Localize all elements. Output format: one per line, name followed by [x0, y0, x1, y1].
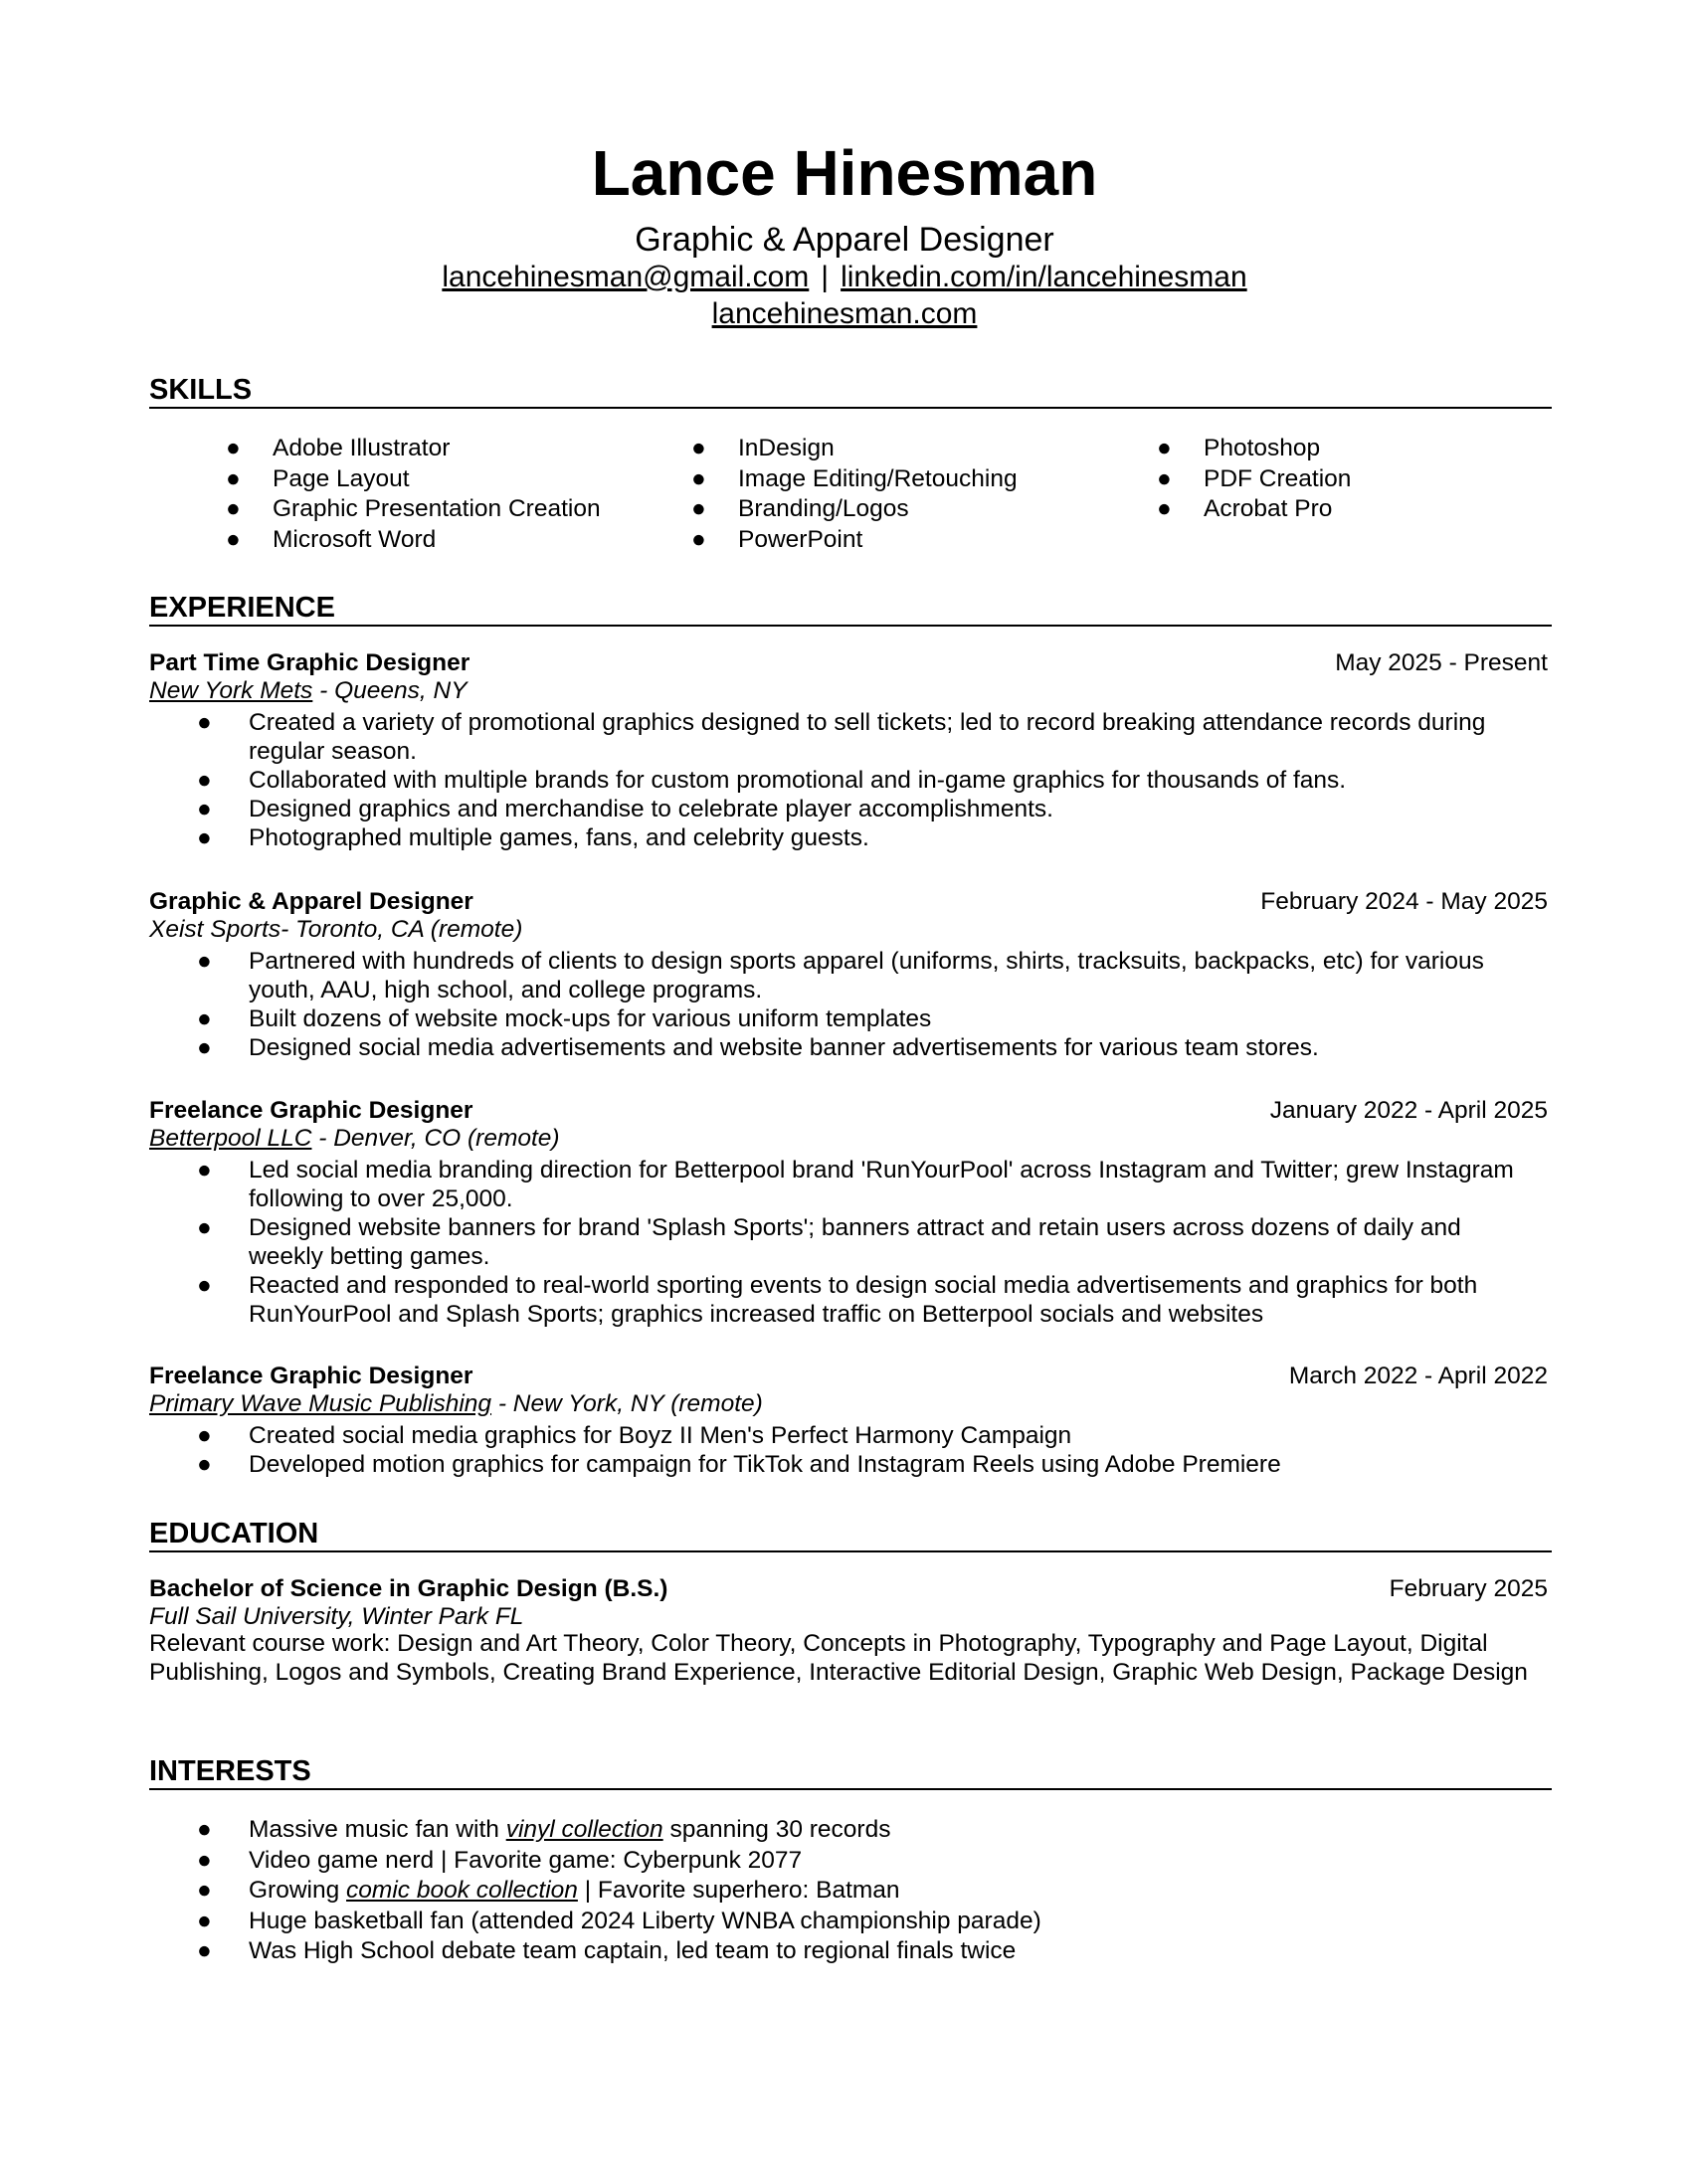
interests-list [197, 1815, 1532, 1967]
bullet-icon: ● [197, 1907, 212, 1934]
bullet-icon: ● [197, 1846, 212, 1874]
degree-date: February 2025 [1389, 1575, 1548, 1602]
bullet-icon: ● [1157, 435, 1172, 461]
coursework-text: Relevant course work: Design and Art Theory, Color Theory, Concepts in Photography, Typography and Page Layout, Digital Publishing, Logos and Symbols, Creating Brand Experience, Interactive Editorial Design, Graphic Web Design, Package Design [149, 1630, 1528, 1686]
job-dates: February 2024 - May 2025 [1260, 888, 1548, 915]
school-name: Full Sail University, Winter Park FL [149, 1603, 524, 1630]
bullet-icon: ● [226, 464, 241, 492]
bullet-icon: ● [691, 495, 706, 522]
list-item: ● Built dozens of website mock-ups for various uniform templates [197, 1005, 932, 1032]
job-employer: Betterpool LLC - Denver, CO (remote) [149, 1125, 560, 1152]
skill-item: ● Adobe Illustrator [273, 434, 601, 464]
bullet-icon: ● [691, 525, 706, 553]
job-employer: Xeist Sports- Toronto, CA (remote) [149, 916, 523, 943]
bullet-icon: ● [691, 464, 706, 492]
list-item: ● Photographed multiple games, fans, and celebrity guests. [197, 824, 869, 851]
bullet-icon: ● [197, 796, 212, 822]
list-item: ● Huge basketball fan (attended 2024 Liberty WNBA championship parade) [249, 1907, 1532, 1937]
skill-item: ● PDF Creation [1204, 464, 1351, 495]
bullet-icon: ● [197, 1816, 212, 1843]
list-item: ● Reacted and responded to real-world sporting events to design social media advertisements and graphics for both RunYourPool and Splash Sports; graphics increased traffic on Betterpool socials and websites [197, 1272, 1478, 1328]
skill-item: ● Acrobat Pro [1204, 494, 1351, 525]
skills-heading: SKILLS [149, 376, 1552, 409]
bullet-icon: ● [197, 1272, 212, 1299]
list-item: ● Led social media branding direction for Betterpool brand 'RunYourPool' across Instagram and Twitter; grew Instagram following to over 25,000. [197, 1157, 1514, 1212]
bullet-icon: ● [1157, 464, 1172, 492]
bullet-icon: ● [197, 1034, 212, 1061]
job-title: Part Time Graphic Designer [149, 649, 470, 676]
contact-separator: | [821, 261, 830, 293]
employer-link[interactable]: New York Mets [149, 677, 313, 704]
bullet-icon: ● [197, 824, 212, 851]
list-item: ● Collaborated with multiple brands for custom promotional and in-game graphics for thousands of fans. [197, 767, 1347, 794]
list-item: ● Created social media graphics for Boyz II Men's Perfect Harmony Campaign [197, 1422, 1072, 1449]
bullet-icon: ● [197, 709, 212, 736]
skills-column-2 [691, 434, 1018, 555]
bullet-icon: ● [226, 435, 241, 461]
list-item: ● Created a variety of promotional graphics designed to sell tickets; led to record breaking attendance records during regular season. [197, 709, 1486, 765]
list-item: ● Designed website banners for brand 'Splash Sports'; banners attract and retain users across dozens of daily and weekly betting games. [197, 1214, 1461, 1270]
comic-book-collection-link[interactable]: comic book collection [346, 1877, 578, 1904]
job-bullets [197, 947, 1532, 1062]
education-heading: EDUCATION [149, 1520, 1552, 1552]
skill-item: ● Microsoft Word [273, 525, 601, 556]
list-item: ● Developed motion graphics for campaign for TikTok and Instagram Reels using Adobe Premiere [197, 1451, 1281, 1478]
linkedin-link[interactable]: linkedin.com/in/lancehinesman [841, 261, 1247, 293]
website-line [0, 299, 1689, 329]
job-title: Freelance Graphic Designer [149, 1363, 473, 1389]
bullet-icon: ● [197, 1005, 212, 1032]
vinyl-collection-link[interactable]: vinyl collection [505, 1816, 663, 1843]
interests-heading: INTERESTS [149, 1757, 1552, 1790]
list-item: ● Growing comic book collection | Favorite superhero: Batman [249, 1876, 1532, 1907]
degree-title: Bachelor of Science in Graphic Design (B.S.) [149, 1575, 668, 1602]
job-employer: New York Mets - Queens, NY [149, 677, 468, 704]
list-item: ● Designed social media advertisements and website banner advertisements for various team stores. [197, 1034, 1319, 1061]
bullet-icon: ● [197, 948, 212, 975]
bullet-icon: ● [197, 1877, 212, 1904]
resume-name: Lance Hinesman [591, 137, 1098, 209]
contact-line [0, 263, 1689, 292]
skills-column-3 [1157, 434, 1352, 525]
job-dates: May 2025 - Present [1335, 649, 1548, 676]
job-title: Freelance Graphic Designer [149, 1097, 473, 1124]
list-item: ● Partnered with hundreds of clients to design sports apparel (uniforms, shirts, tracksuits, backpacks, etc) for various youth, AAU, high school, and college programs. [197, 948, 1484, 1003]
list-item: ● Massive music fan with vinyl collection spanning 30 records [249, 1815, 1532, 1846]
job-bullets [197, 1421, 1532, 1479]
list-item: ● Video game nerd | Favorite game: Cyberpunk 2077 [249, 1846, 1532, 1877]
skill-item: ● Branding/Logos [738, 494, 1018, 525]
list-item: ● Was High School debate team captain, led team to regional finals twice [249, 1936, 1532, 1967]
bullet-icon: ● [197, 1451, 212, 1478]
skill-item: ● Photoshop [1204, 434, 1351, 464]
bullet-icon: ● [1157, 495, 1172, 522]
bullet-icon: ● [197, 1937, 212, 1964]
skill-item: ● Image Editing/Retouching [738, 464, 1018, 495]
skill-item: ● Graphic Presentation Creation [273, 494, 601, 525]
bullet-icon: ● [197, 1422, 212, 1449]
employer-link[interactable]: Primary Wave Music Publishing [149, 1390, 492, 1417]
job-dates: March 2022 - April 2022 [1288, 1363, 1548, 1389]
website-link[interactable]: lancehinesman.com [711, 297, 978, 330]
bullet-icon: ● [226, 495, 241, 522]
job-dates: January 2022 - April 2025 [1269, 1097, 1548, 1124]
skills-column-1 [226, 434, 601, 555]
bullet-icon: ● [197, 1214, 212, 1241]
skill-item: ● InDesign [738, 434, 1018, 464]
job-bullets [197, 1156, 1532, 1329]
email-link[interactable]: lancehinesman@gmail.com [442, 261, 810, 293]
skill-item: ● PowerPoint [738, 525, 1018, 556]
job-title: Graphic & Apparel Designer [149, 888, 473, 915]
list-item: ● Designed graphics and merchandise to celebrate player accomplishments. [197, 796, 1053, 822]
bullet-icon: ● [197, 767, 212, 794]
job-bullets [197, 708, 1532, 852]
bullet-icon: ● [691, 435, 706, 461]
skill-item: ● Page Layout [273, 464, 601, 495]
job-employer: Primary Wave Music Publishing - New York, NY (remote) [149, 1390, 763, 1417]
bullet-icon: ● [226, 525, 241, 553]
bullet-icon: ● [197, 1157, 212, 1183]
employer-link[interactable]: Betterpool LLC [149, 1125, 312, 1152]
experience-heading: EXPERIENCE [149, 594, 1552, 627]
resume-headline: Graphic & Apparel Designer [635, 221, 1054, 259]
